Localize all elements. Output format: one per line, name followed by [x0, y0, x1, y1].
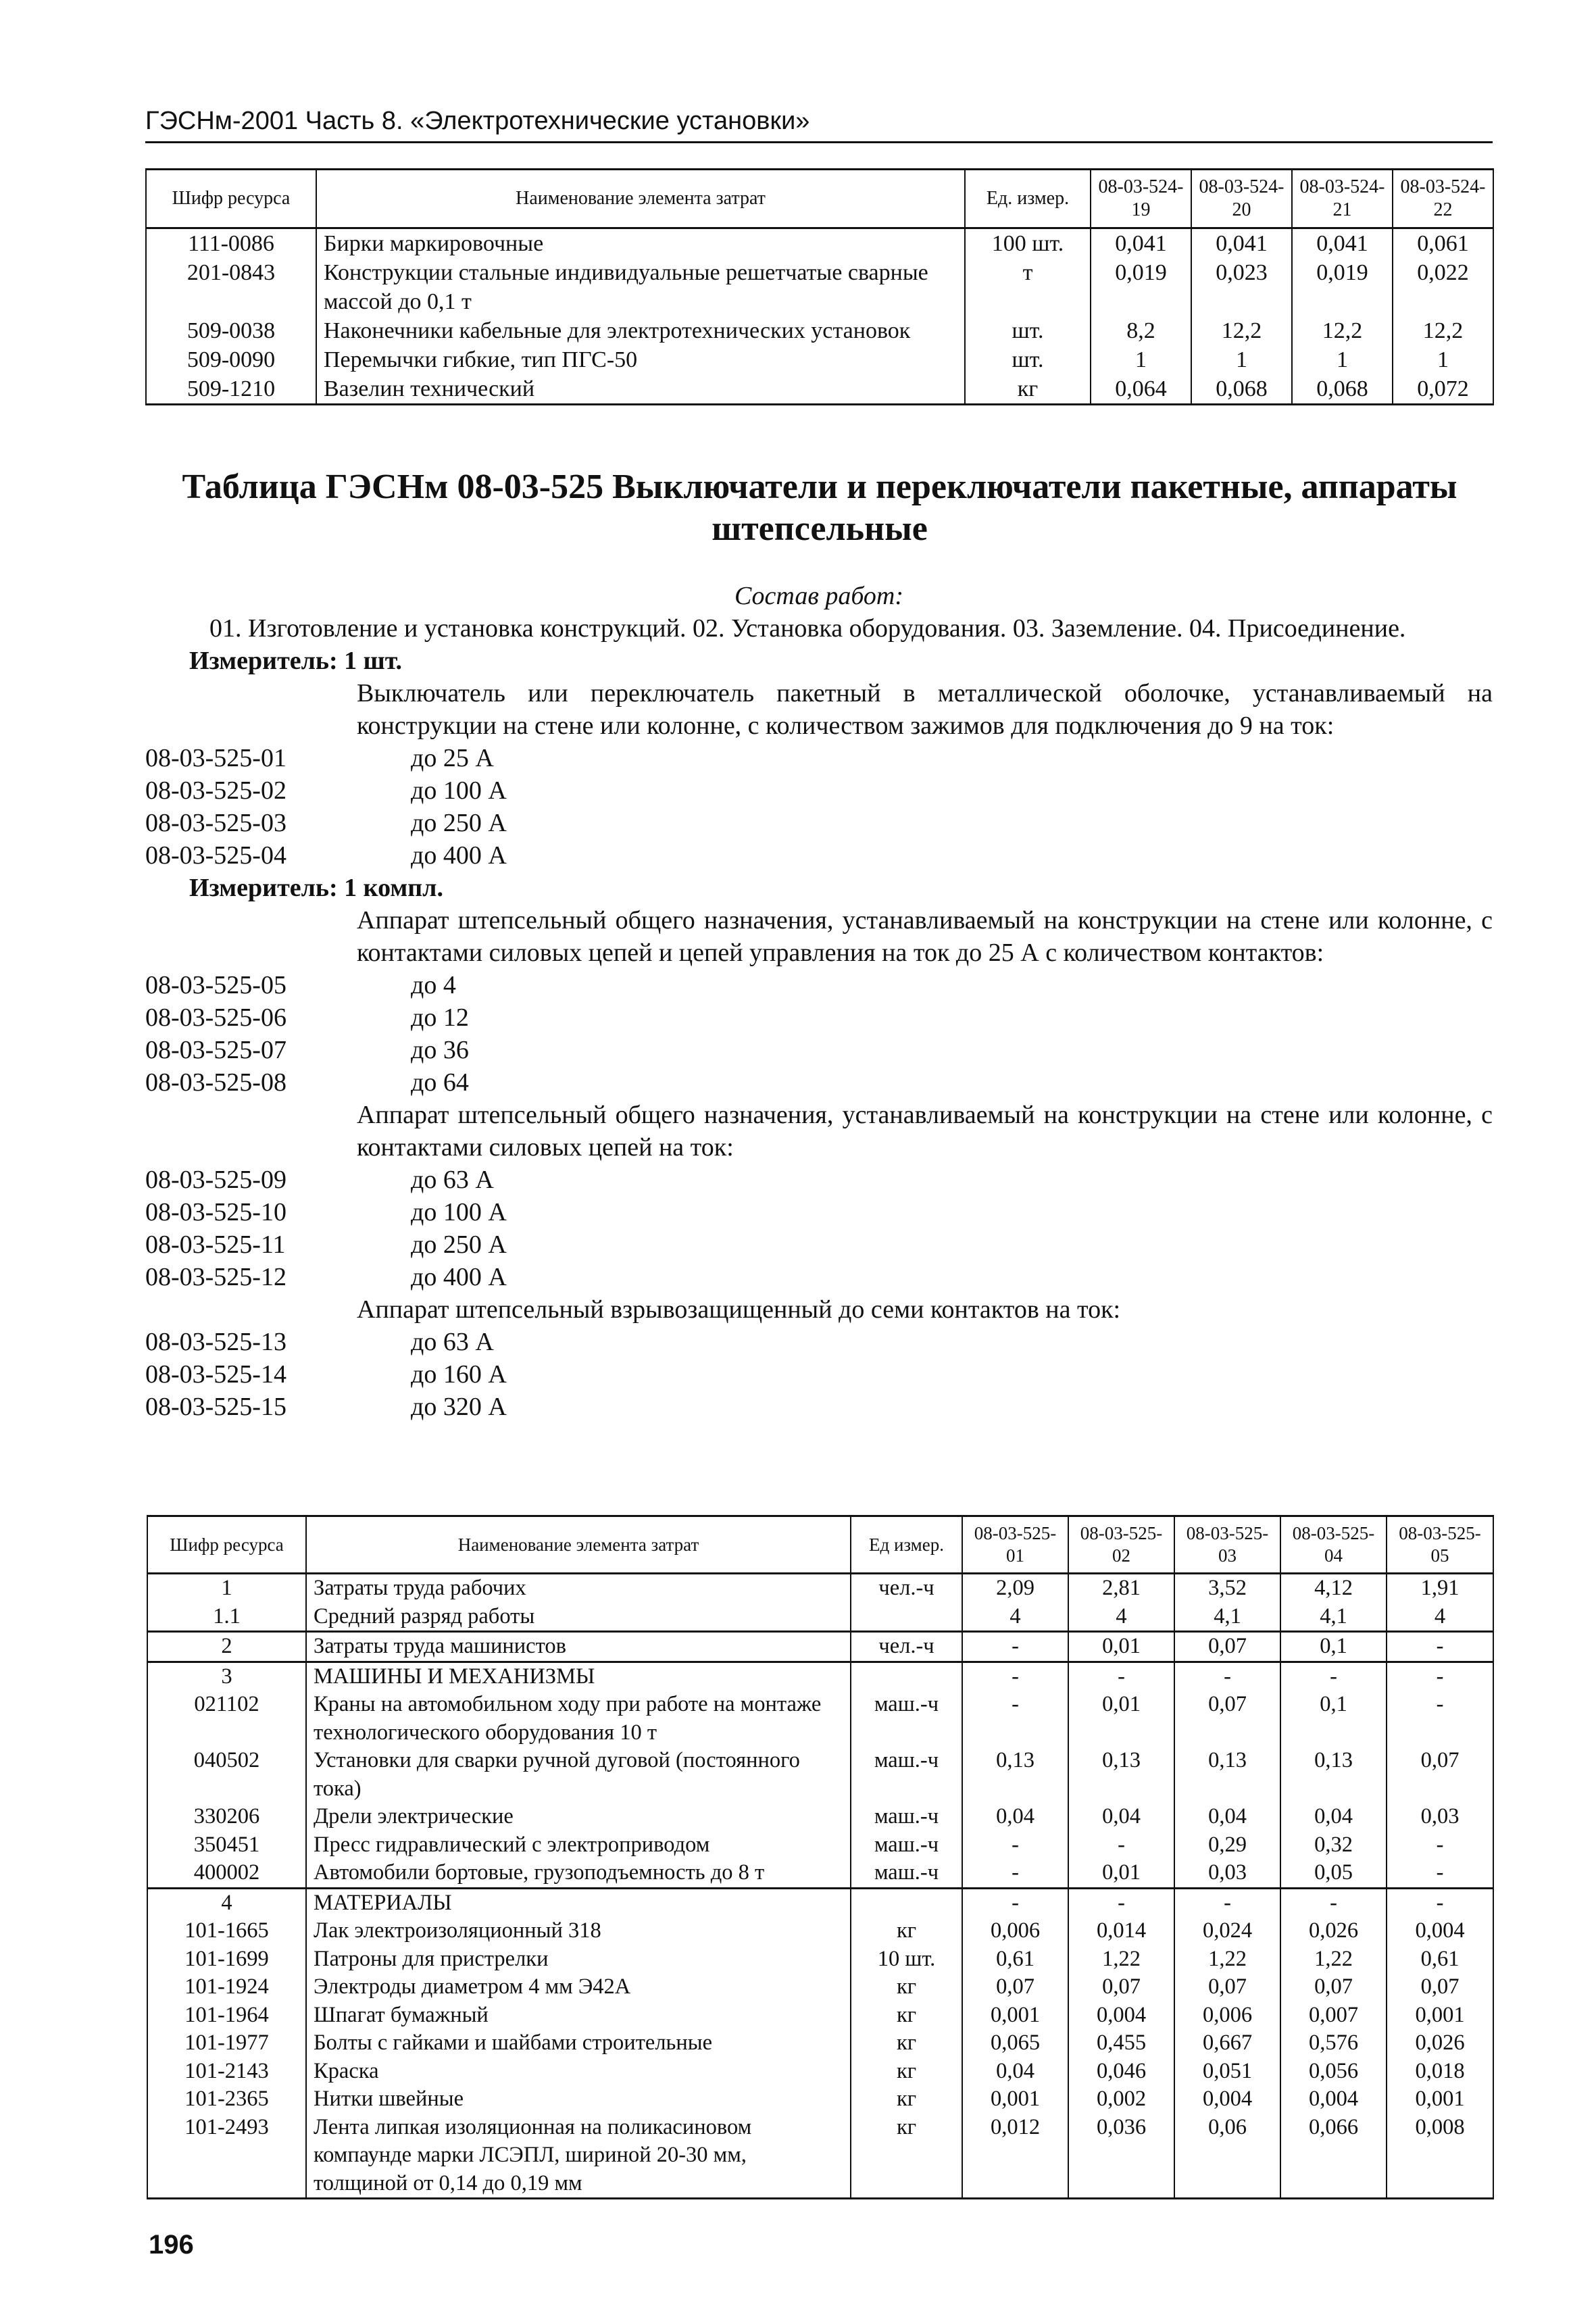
work-group — [145, 1099, 1493, 1293]
value-cell: 4 — [1387, 1603, 1493, 1632]
resource-code: 2 — [147, 1632, 306, 1662]
cost-item-name: Установки для сварки ручной дуговой (постоянного тока) — [306, 1747, 851, 1803]
value-cell: 0,026 — [1280, 1917, 1387, 1945]
value-cell: 0,041 — [1091, 228, 1191, 259]
column-header: 08-03-525-05 — [1387, 1516, 1493, 1574]
table-row — [147, 1632, 1493, 1662]
norm-item — [145, 1034, 1493, 1066]
table-row — [146, 316, 1493, 345]
value-cell: 0,03 — [1174, 1859, 1280, 1888]
value-cell: 1 — [1292, 345, 1393, 374]
measurer-value: 1 шт. — [344, 647, 403, 675]
unit-cell: маш.-ч — [851, 1859, 962, 1888]
table-row — [147, 2029, 1493, 2058]
value-cell: 1,22 — [1280, 1945, 1387, 1974]
norm-item — [145, 1164, 1493, 1196]
resource-code: 111-0086 — [146, 228, 316, 259]
cost-item-name: Конструкции стальные индивидуальные решетчатые сварные массой до 0,1 т — [316, 258, 965, 316]
resource-code: 509-1210 — [146, 374, 316, 405]
value-cell: 0,01 — [1068, 1691, 1174, 1747]
value-cell: 0,06 — [1174, 2114, 1280, 2199]
value-cell: 0,13 — [1174, 1747, 1280, 1803]
value-cell: 12,2 — [1191, 316, 1292, 345]
column-header: 08-03-524-21 — [1292, 170, 1393, 228]
norm-code: 08-03-525-12 — [145, 1263, 286, 1291]
norm-item — [145, 1261, 1493, 1293]
cost-item-name: Бирки маркировочные — [316, 228, 965, 259]
norm-code: 08-03-525-01 — [145, 744, 286, 772]
value-cell: - — [1387, 1859, 1493, 1888]
norm-rating: до 100 А — [411, 776, 507, 805]
value-cell: 0,004 — [1068, 2001, 1174, 2030]
value-cell: 4,12 — [1280, 1574, 1387, 1603]
value-cell: - — [1068, 1831, 1174, 1860]
norm-code: 08-03-525-08 — [145, 1068, 286, 1097]
value-cell: 0,04 — [962, 1803, 1068, 1831]
norm-rating: до 4 — [411, 971, 456, 999]
value-cell: 0,07 — [1174, 1632, 1280, 1662]
page-number: 196 — [149, 2230, 194, 2260]
column-header: 08-03-524-19 — [1091, 170, 1191, 228]
column-header: Наименование элемента затрат — [316, 170, 965, 228]
work-group — [145, 904, 1493, 1099]
norm-code: 08-03-525-11 — [145, 1230, 286, 1259]
value-cell: 0,61 — [962, 1945, 1068, 1974]
column-header: 08-03-525-03 — [1174, 1516, 1280, 1574]
value-cell: 0,056 — [1280, 2058, 1387, 2086]
unit-cell — [851, 1662, 962, 1691]
value-cell: 4 — [1068, 1603, 1174, 1632]
value-cell: 0,03 — [1387, 1803, 1493, 1831]
measurer-value: 1 компл. — [344, 874, 443, 902]
value-cell: 12,2 — [1292, 316, 1393, 345]
table-row — [147, 1945, 1493, 1974]
value-cell: 0,1 — [1280, 1632, 1387, 1662]
resource-code: 021102 — [147, 1691, 306, 1747]
norm-item — [145, 1228, 1493, 1261]
table-row — [147, 1803, 1493, 1831]
norm-item — [145, 774, 1493, 807]
cost-item-name: Болты с гайками и шайбами строительные — [306, 2029, 851, 2058]
unit-cell: 100 шт. — [965, 228, 1091, 259]
unit-cell: 10 шт. — [851, 1945, 962, 1974]
value-cell: 0,026 — [1387, 2029, 1493, 2058]
norm-item — [145, 969, 1493, 1001]
value-cell: - — [1387, 1691, 1493, 1747]
value-cell: 2,81 — [1068, 1574, 1174, 1603]
norm-rating: до 160 А — [411, 1360, 507, 1389]
value-cell: 0,07 — [1280, 1973, 1387, 2001]
value-cell: 2,09 — [962, 1574, 1068, 1603]
value-cell: 4,1 — [1280, 1603, 1387, 1632]
resource-code: 101-1924 — [147, 1973, 306, 2001]
unit-cell: кг — [851, 2114, 962, 2199]
norm-code: 08-03-525-10 — [145, 1198, 286, 1226]
value-cell: - — [1174, 1888, 1280, 1917]
column-header: Ед. измер. — [965, 170, 1091, 228]
norm-rating: до 12 — [411, 1003, 469, 1032]
value-cell: - — [962, 1662, 1068, 1691]
column-header: 08-03-524-20 — [1191, 170, 1292, 228]
value-cell: 0,07 — [1387, 1747, 1493, 1803]
value-cell: - — [1387, 1888, 1493, 1917]
norm-code: 08-03-525-15 — [145, 1393, 286, 1421]
resource-code: 509-0090 — [146, 345, 316, 374]
resource-code: 101-2493 — [147, 2114, 306, 2199]
norm-rating: до 63 А — [411, 1166, 494, 1194]
value-cell: 1 — [1091, 345, 1191, 374]
table-row — [147, 1973, 1493, 2001]
norm-rating: до 250 А — [411, 809, 507, 837]
resource-code: 101-1964 — [147, 2001, 306, 2030]
table-row — [147, 1662, 1493, 1691]
value-cell: 0,046 — [1068, 2058, 1174, 2086]
value-cell: - — [1280, 1888, 1387, 1917]
value-cell: 1,91 — [1387, 1574, 1493, 1603]
unit-cell: маш.-ч — [851, 1831, 962, 1860]
value-cell: 0,04 — [1280, 1803, 1387, 1831]
cost-item-name: МАТЕРИАЛЫ — [306, 1888, 851, 1917]
table-title: Таблица ГЭСНм 08-03-525 Выключатели и переключатели пакетные, аппараты штепсельные — [182, 468, 1457, 548]
value-cell: 0,014 — [1068, 1917, 1174, 1945]
unit-cell: маш.-ч — [851, 1691, 962, 1747]
table-row — [147, 1917, 1493, 1945]
value-cell: 4,1 — [1174, 1603, 1280, 1632]
value-cell: 0,13 — [962, 1747, 1068, 1803]
resource-code: 101-2143 — [147, 2058, 306, 2086]
value-cell: 0,04 — [1174, 1803, 1280, 1831]
norm-rating: до 100 А — [411, 1198, 507, 1226]
resource-table-525 — [147, 1515, 1494, 2199]
value-cell: 0,022 — [1393, 258, 1493, 316]
value-cell: 1,22 — [1174, 1945, 1280, 1974]
value-cell: 0,07 — [1068, 1973, 1174, 2001]
value-cell: 0,001 — [1387, 2085, 1493, 2114]
unit-cell: кг — [851, 2058, 962, 2086]
value-cell: 3,52 — [1174, 1574, 1280, 1603]
table-row — [147, 2114, 1493, 2199]
unit-cell — [851, 1603, 962, 1632]
value-cell: 0,012 — [962, 2114, 1068, 2199]
cost-item-name: Электроды диаметром 4 мм Э42А — [306, 1973, 851, 2001]
norm-item — [145, 742, 1493, 774]
value-cell: 0,018 — [1387, 2058, 1493, 2086]
resource-code: 1 — [147, 1574, 306, 1603]
norm-rating: до 25 А — [411, 744, 494, 772]
cost-item-name: Патроны для пристрелки — [306, 1945, 851, 1974]
table-row — [147, 1574, 1493, 1603]
unit-cell: кг — [851, 1973, 962, 2001]
table-row — [146, 345, 1493, 374]
value-cell: - — [1387, 1662, 1493, 1691]
value-cell: 0,13 — [1280, 1747, 1387, 1803]
table-row — [147, 1859, 1493, 1888]
value-cell: 0,01 — [1068, 1859, 1174, 1888]
value-cell: 0,041 — [1191, 228, 1292, 259]
running-header: ГЭСНм-2001 Часть 8. «Электротехнические установки» — [145, 107, 1493, 143]
norm-code: 08-03-525-04 — [145, 841, 286, 870]
value-cell: 0,01 — [1068, 1632, 1174, 1662]
value-cell: 0,072 — [1393, 374, 1493, 405]
value-cell: 0,024 — [1174, 1917, 1280, 1945]
table-row — [147, 1831, 1493, 1860]
value-cell: 0,576 — [1280, 2029, 1387, 2058]
unit-cell: чел.-ч — [851, 1574, 962, 1603]
column-header: Шифр ресурса — [146, 170, 316, 228]
value-cell: 12,2 — [1393, 316, 1493, 345]
norm-code: 08-03-525-05 — [145, 971, 286, 999]
value-cell: 1,22 — [1068, 1945, 1174, 1974]
work-text: 01. Изготовление и установка конструкций. 02. Установка оборудования. 03. Заземление. 04. Присоединение. — [209, 614, 1406, 643]
value-cell: - — [962, 1888, 1068, 1917]
cost-item-name: Перемычки гибкие, тип ПГС-50 — [316, 345, 965, 374]
value-cell: 4 — [962, 1603, 1068, 1632]
norm-item — [145, 1326, 1493, 1358]
value-cell: - — [962, 1859, 1068, 1888]
norm-rating: до 250 А — [411, 1230, 507, 1259]
cost-item-name: Автомобили бортовые, грузоподъемность до 8 т — [306, 1859, 851, 1888]
value-cell: 0,29 — [1174, 1831, 1280, 1860]
cost-item-name: Лента липкая изоляционная на поликасиновом компаунде марки ЛСЭПЛ, шириной 20-30 мм, толщиной от 0,14 до 0,19 мм — [306, 2114, 851, 2199]
column-header: 08-03-524-22 — [1393, 170, 1493, 228]
value-cell: 1 — [1191, 345, 1292, 374]
norm-rating: до 36 — [411, 1036, 469, 1064]
measurer-label: Измеритель: — [189, 647, 338, 675]
resource-code: 101-1665 — [147, 1917, 306, 1945]
table-row — [147, 2058, 1493, 2086]
value-cell: 8,2 — [1091, 316, 1191, 345]
value-cell: - — [1387, 1831, 1493, 1860]
unit-cell: кг — [965, 374, 1091, 405]
work-composition — [145, 580, 1493, 1423]
value-cell: 0,667 — [1174, 2029, 1280, 2058]
value-cell: 0,07 — [1174, 1691, 1280, 1747]
work-group — [145, 677, 1493, 872]
unit-cell: т — [965, 258, 1091, 316]
value-cell: 0,051 — [1174, 2058, 1280, 2086]
value-cell: - — [962, 1691, 1068, 1747]
norm-item — [145, 839, 1493, 872]
table-row — [147, 1888, 1493, 1917]
cost-item-name: Дрели электрические — [306, 1803, 851, 1831]
value-cell: 0,006 — [962, 1917, 1068, 1945]
norm-rating: до 63 А — [411, 1328, 494, 1356]
value-cell: 0,068 — [1191, 374, 1292, 405]
value-cell: 0,002 — [1068, 2085, 1174, 2114]
column-header: 08-03-525-01 — [962, 1516, 1068, 1574]
resource-code: 101-2365 — [147, 2085, 306, 2114]
group-description: Аппарат штепсельный общего назначения, устанавливаемый на конструкции на стене или колонне, с контактами силовых цепей и цепей управления на ток до 25 А с количеством контактов: — [357, 906, 1493, 967]
resource-code: 1.1 — [147, 1603, 306, 1632]
unit-cell: кг — [851, 2085, 962, 2114]
value-cell: - — [962, 1831, 1068, 1860]
resource-code: 101-1699 — [147, 1945, 306, 1974]
norm-code: 08-03-525-13 — [145, 1328, 286, 1356]
value-cell: 0,1 — [1280, 1691, 1387, 1747]
value-cell: 0,04 — [962, 2058, 1068, 2086]
measurer-2 — [145, 872, 1493, 904]
cost-item-name: Лак электроизоляционный 318 — [306, 1917, 851, 1945]
table-row — [146, 258, 1493, 316]
value-cell: - — [1068, 1888, 1174, 1917]
value-cell: 0,007 — [1280, 2001, 1387, 2030]
resource-code: 101-1977 — [147, 2029, 306, 2058]
group-description: Выключатель или переключатель пакетный в металлической оболочке, устанавливаемый на конструкции на стене или колонне, с количеством зажимов для подключения до 9 на ток: — [357, 679, 1493, 740]
value-cell: - — [1280, 1662, 1387, 1691]
value-cell: - — [962, 1632, 1068, 1662]
unit-cell: кг — [851, 1917, 962, 1945]
value-cell: 0,61 — [1387, 1945, 1493, 1974]
norm-rating: до 320 А — [411, 1393, 507, 1421]
value-cell: 0,065 — [962, 2029, 1068, 2058]
cost-item-name: МАШИНЫ И МЕХАНИЗМЫ — [306, 1662, 851, 1691]
value-cell: 0,32 — [1280, 1831, 1387, 1860]
value-cell: 0,001 — [962, 2085, 1068, 2114]
table-row — [146, 374, 1493, 405]
value-cell: 0,036 — [1068, 2114, 1174, 2199]
value-cell: 1 — [1393, 345, 1493, 374]
value-cell: 0,07 — [1387, 1973, 1493, 2001]
norm-item — [145, 1196, 1493, 1228]
value-cell: 0,004 — [1280, 2085, 1387, 2114]
table-row — [147, 1747, 1493, 1803]
norm-item — [145, 1066, 1493, 1099]
cost-item-name: Нитки швейные — [306, 2085, 851, 2114]
resource-code: 040502 — [147, 1747, 306, 1803]
value-cell: 0,07 — [962, 1973, 1068, 2001]
norm-rating: до 400 А — [411, 1263, 507, 1291]
resource-table-524 — [145, 168, 1494, 405]
unit-cell: кг — [851, 2029, 962, 2058]
value-cell: 0,061 — [1393, 228, 1493, 259]
column-header: Шифр ресурса — [147, 1516, 306, 1574]
norm-item — [145, 807, 1493, 839]
value-cell: 0,004 — [1174, 2085, 1280, 2114]
value-cell: 0,008 — [1387, 2114, 1493, 2199]
value-cell: 0,001 — [1387, 2001, 1493, 2030]
value-cell: 0,068 — [1292, 374, 1393, 405]
norm-code: 08-03-525-02 — [145, 776, 286, 805]
cost-item-name: Затраты труда машинистов — [306, 1632, 851, 1662]
norm-code: 08-03-525-06 — [145, 1003, 286, 1032]
norm-item — [145, 1358, 1493, 1391]
cost-item-name: Затраты труда рабочих — [306, 1574, 851, 1603]
table-row — [147, 1691, 1493, 1747]
unit-cell: маш.-ч — [851, 1747, 962, 1803]
value-cell: 0,019 — [1091, 258, 1191, 316]
value-cell: 0,13 — [1068, 1747, 1174, 1803]
measurer-1 — [145, 645, 1493, 677]
cost-item-name: Шпагат бумажный — [306, 2001, 851, 2030]
column-header: 08-03-525-02 — [1068, 1516, 1174, 1574]
unit-cell: шт. — [965, 316, 1091, 345]
norm-rating: до 400 А — [411, 841, 507, 870]
norm-code: 08-03-525-07 — [145, 1036, 286, 1064]
cost-item-name: Вазелин технический — [316, 374, 965, 405]
resource-code: 509-0038 — [146, 316, 316, 345]
work-group — [145, 1293, 1493, 1423]
value-cell: 0,07 — [1174, 1973, 1280, 2001]
measurer-label: Измеритель: — [189, 874, 338, 902]
group-description: Аппарат штепсельный взрывозащищенный до семи контактов на ток: — [357, 1295, 1121, 1324]
norm-code: 08-03-525-03 — [145, 809, 286, 837]
table-row — [146, 228, 1493, 259]
resource-code: 201-0843 — [146, 258, 316, 316]
value-cell: 0,041 — [1292, 228, 1393, 259]
cost-item-name: Краска — [306, 2058, 851, 2086]
cost-item-name: Краны на автомобильном ходу при работе на монтаже технологического оборудования 10 т — [306, 1691, 851, 1747]
column-header: Наименование элемента затрат — [306, 1516, 851, 1574]
value-cell: - — [1068, 1662, 1174, 1691]
value-cell: 0,023 — [1191, 258, 1292, 316]
resource-code: 3 — [147, 1662, 306, 1691]
value-cell: 0,455 — [1068, 2029, 1174, 2058]
resource-code: 330206 — [147, 1803, 306, 1831]
value-cell: 0,04 — [1068, 1803, 1174, 1831]
value-cell: 0,006 — [1174, 2001, 1280, 2030]
norm-code: 08-03-525-14 — [145, 1360, 286, 1389]
cost-item-name: Наконечники кабельные для электротехнических установок — [316, 316, 965, 345]
value-cell: 0,05 — [1280, 1859, 1387, 1888]
value-cell: 0,066 — [1280, 2114, 1387, 2199]
unit-cell: маш.-ч — [851, 1803, 962, 1831]
value-cell: 0,001 — [962, 2001, 1068, 2030]
norm-code: 08-03-525-09 — [145, 1166, 286, 1194]
value-cell: - — [1387, 1632, 1493, 1662]
table-row — [147, 2085, 1493, 2114]
unit-cell: шт. — [965, 345, 1091, 374]
cost-item-name: Средний разряд работы — [306, 1603, 851, 1632]
resource-code: 4 — [147, 1888, 306, 1917]
value-cell: - — [1174, 1662, 1280, 1691]
resource-code: 350451 — [147, 1831, 306, 1860]
unit-cell — [851, 1888, 962, 1917]
unit-cell: кг — [851, 2001, 962, 2030]
value-cell: 0,064 — [1091, 374, 1191, 405]
group-description: Аппарат штепсельный общего назначения, устанавливаемый на конструкции на стене или колонне, с контактами силовых цепей на ток: — [357, 1101, 1493, 1162]
cost-item-name: Пресс гидравлический с электроприводом — [306, 1831, 851, 1860]
norm-item — [145, 1001, 1493, 1034]
norm-rating: до 64 — [411, 1068, 469, 1097]
column-header: 08-03-525-04 — [1280, 1516, 1387, 1574]
norm-item — [145, 1391, 1493, 1423]
value-cell: 0,019 — [1292, 258, 1393, 316]
work-caption: Состав работ: — [734, 582, 904, 610]
column-header: Ед измер. — [851, 1516, 962, 1574]
table-row — [147, 2001, 1493, 2030]
value-cell: 0,004 — [1387, 1917, 1493, 1945]
table-row — [147, 1603, 1493, 1632]
unit-cell: чел.-ч — [851, 1632, 962, 1662]
resource-code: 400002 — [147, 1859, 306, 1888]
